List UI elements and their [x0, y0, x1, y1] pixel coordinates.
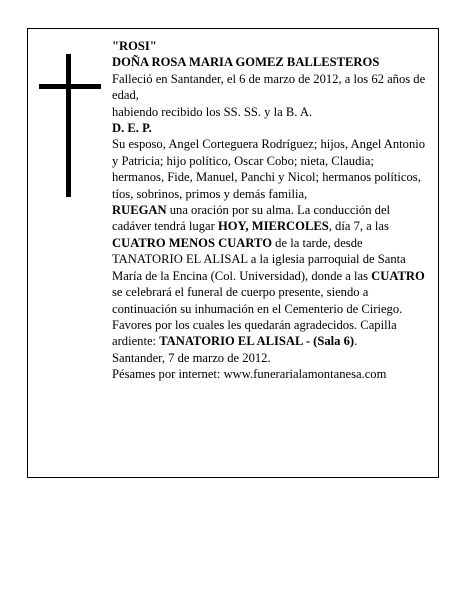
cross-horizontal-bar	[39, 84, 101, 89]
comma-separator: ,	[245, 219, 252, 234]
ruegan-word: RUEGAN	[112, 203, 167, 218]
dep-line: D. E. P.	[112, 121, 152, 136]
chapel-name: TANATORIO EL ALISAL - (Sala 6)	[159, 334, 355, 349]
funeral-text-1: una oración por su alma. La conducción del cadáver tendrá lugar	[112, 203, 391, 234]
deceased-name: DOÑA ROSA MARIA GOMEZ BALLESTEROS	[112, 55, 380, 70]
family-paragraph: Su esposo, Angel Corteguera Rodríguez; hijos, Angel Antonio y Patricia; hijo político, Oscar Cobo; nieta, Claudia; hermanos, Fide, Manuel, Panchi y Nicol; hermanos políticos, tíos, sobrinos, primos y demás familia,	[112, 137, 426, 201]
funeral-day: MIERCOLES	[251, 219, 329, 234]
date-line: Santander, 7 de marzo de 2012.	[112, 350, 271, 365]
web-condolences-line: Pésames por internet: www.funerarialamontanesa.com	[112, 367, 387, 382]
funeral-text-3: de la tarde, desde TANATORIO EL ALISAL a la iglesia parroquial de Santa María de la Encina (Col. Universidad), donde a las	[112, 235, 406, 283]
nickname: "ROSI"	[112, 39, 157, 53]
funeral-text-2: , día 7, a las	[328, 219, 389, 234]
funeral-text-5: .	[354, 334, 358, 349]
funeral-text-4: se celebrará el funeral de cuerpo presente, siendo a continuación su inhumación en el Cementerio de Ciriego. Favores por los cuales les quedarán agradecidos. Capilla ardiente:	[112, 285, 403, 349]
sacraments-line: habiendo recibido los SS. SS. y la B. A.	[112, 104, 313, 119]
departure-time: CUATRO MENOS CUARTO	[112, 235, 273, 250]
hoy-word: HOY	[217, 219, 246, 234]
funeral-paragraph	[112, 202, 427, 350]
cross-vertical-bar	[66, 54, 71, 197]
obituary-text	[112, 38, 427, 383]
cross-icon	[39, 54, 101, 197]
death-line: Falleció en Santander, el 6 de marzo de 2012, a los 62 años de edad,	[112, 71, 426, 103]
mass-time: CUATRO	[371, 268, 425, 283]
